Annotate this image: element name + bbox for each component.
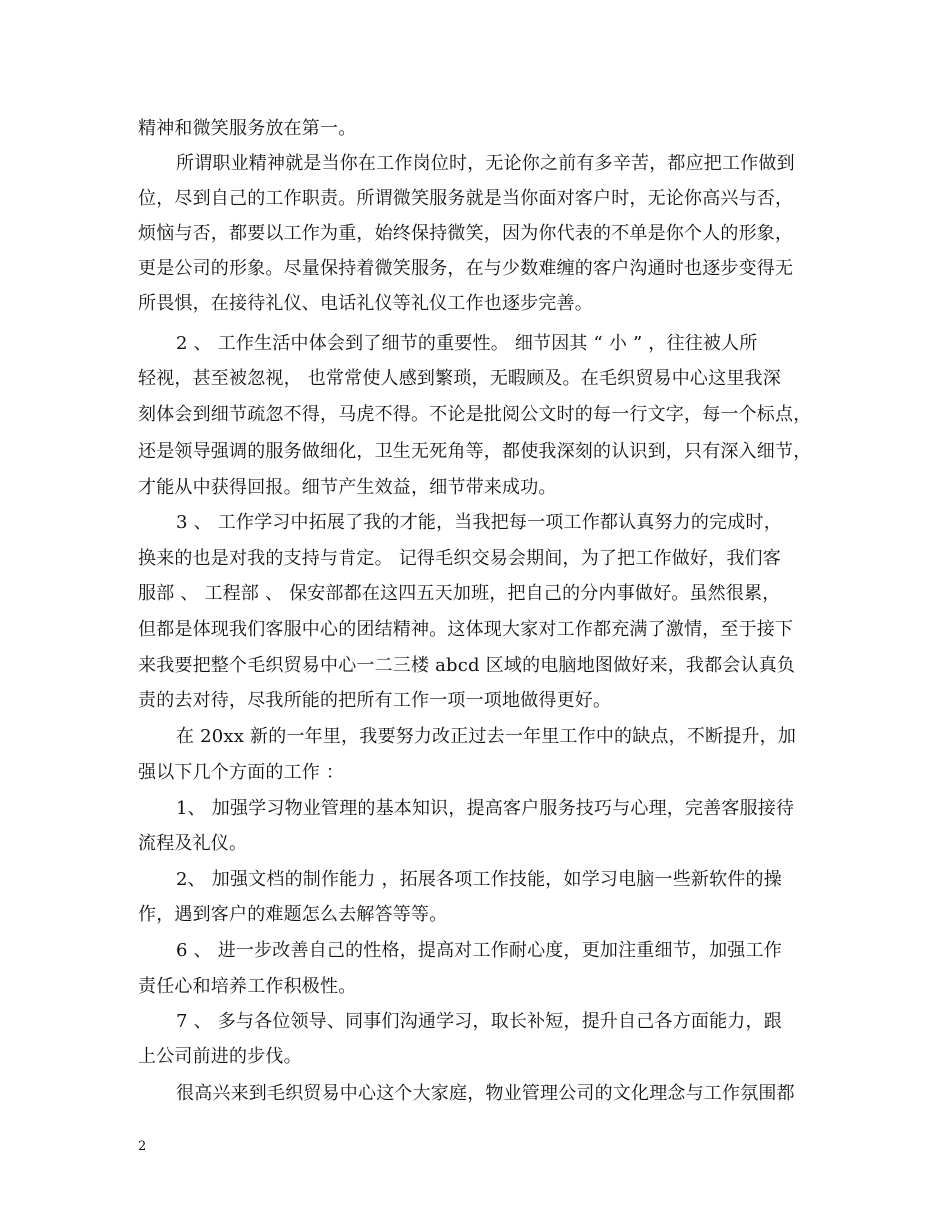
paragraph-line: 3 、 工作学习中拓展了我的才能，当我把每一项工作都认真努力的完成时， <box>176 512 782 533</box>
paragraph-line: 2 、 工作生活中体会到了细节的重要性。 细节因其 “ 小 ” ，往往被人所 <box>176 333 758 354</box>
paragraph-line: 才能从中获得回报。细节产生效益，细节带来成功。 <box>138 477 557 498</box>
paragraph-line: 作，遇到客户的难题怎么去解答等等。 <box>138 904 448 925</box>
paragraph-line: 刻体会到细节疏忽不得，马虎不得。不论是批阅公文时的每一行文字，每一个标点， <box>138 404 812 425</box>
paragraph-line: 在 20xx 新的一年里，我要努力改正过去一年里工作中的缺点，不断提升，加 <box>176 726 797 747</box>
paragraph-line: 1、 加强学习物业管理的基本知识，提高客户服务技巧与心理，完善客服接待 <box>176 798 795 819</box>
paragraph-line: 责任心和培养工作积极性。 <box>138 976 357 997</box>
paragraph-line: 强以下几个方面的工作 ： <box>138 762 345 783</box>
page-number: 2 <box>138 1139 147 1154</box>
paragraph-line: 所畏惧，在接待礼仪、电话礼仪等礼仪工作也逐步完善。 <box>138 293 593 314</box>
paragraph-line: 烦恼与否，都要以工作为重，始终保持微笑，因为你代表的不单是你个人的形象， <box>138 223 794 244</box>
paragraph-line: 7 、 多与各位领导、同事们沟通学习，取长补短，提升自己各方面能力，跟 <box>176 1011 782 1032</box>
paragraph-line: 来我要把整个毛织贸易中心一二三楼 abcd 区域的电脑地图做好来，我都会认真负 <box>138 655 796 676</box>
paragraph-line: 位，尽到自己的工作职责。所谓微笑服务就是当你面对客户时，无论你高兴与否， <box>138 188 794 209</box>
paragraph-line: 所谓职业精神就是当你在工作岗位时，无论你之前有多辛苦，都应把工作做到 <box>176 153 795 174</box>
paragraph-line: 换来的也是对我的支持与肯定。 记得毛织交易会期间，为了把工作做好，我们客 <box>138 548 781 569</box>
paragraph-line: 责的去对待，尽我所能的把所有工作一项一项地做得更好。 <box>138 690 612 711</box>
paragraph-line: 2、 加强文档的制作能力 ，拓展各项工作技能，如学习电脑一些新软件的操 <box>176 869 782 890</box>
paragraph-line: 上公司前进的步伐。 <box>138 1046 302 1067</box>
paragraph-line: 更是公司的形象。尽量保持着微笑服务，在与少数难缠的客户沟通时也逐步变得无 <box>138 258 794 279</box>
paragraph-line: 精神和微笑服务放在第一。 <box>138 118 357 139</box>
paragraph-line: 很高兴来到毛织贸易中心这个大家庭，物业管理公司的文化理念与工作氛围都 <box>176 1083 795 1104</box>
paragraph-line: 服部 、 工程部 、 保安部都在这四五天加班，把自己的分内事做好。虽然很累， <box>138 583 781 604</box>
paragraph-line: 6 、 进一步改善自己的性格，提高对工作耐心度，更加注重细节，加强工作 <box>176 940 782 961</box>
paragraph-line: 但都是体现我们客服中心的团结精神。这体现大家对工作都充满了激情，至于接下 <box>138 619 794 640</box>
paragraph-line: 还是领导强调的服务做细化，卫生无死角等，都使我深刻的认识到，只有深入细节， <box>138 441 812 462</box>
paragraph-line: 轻视，甚至被忽视， 也常常使人感到繁琐，无暇顾及。在毛织贸易中心这里我深 <box>138 368 781 389</box>
paragraph-line: 流程及礼仪。 <box>138 833 248 854</box>
